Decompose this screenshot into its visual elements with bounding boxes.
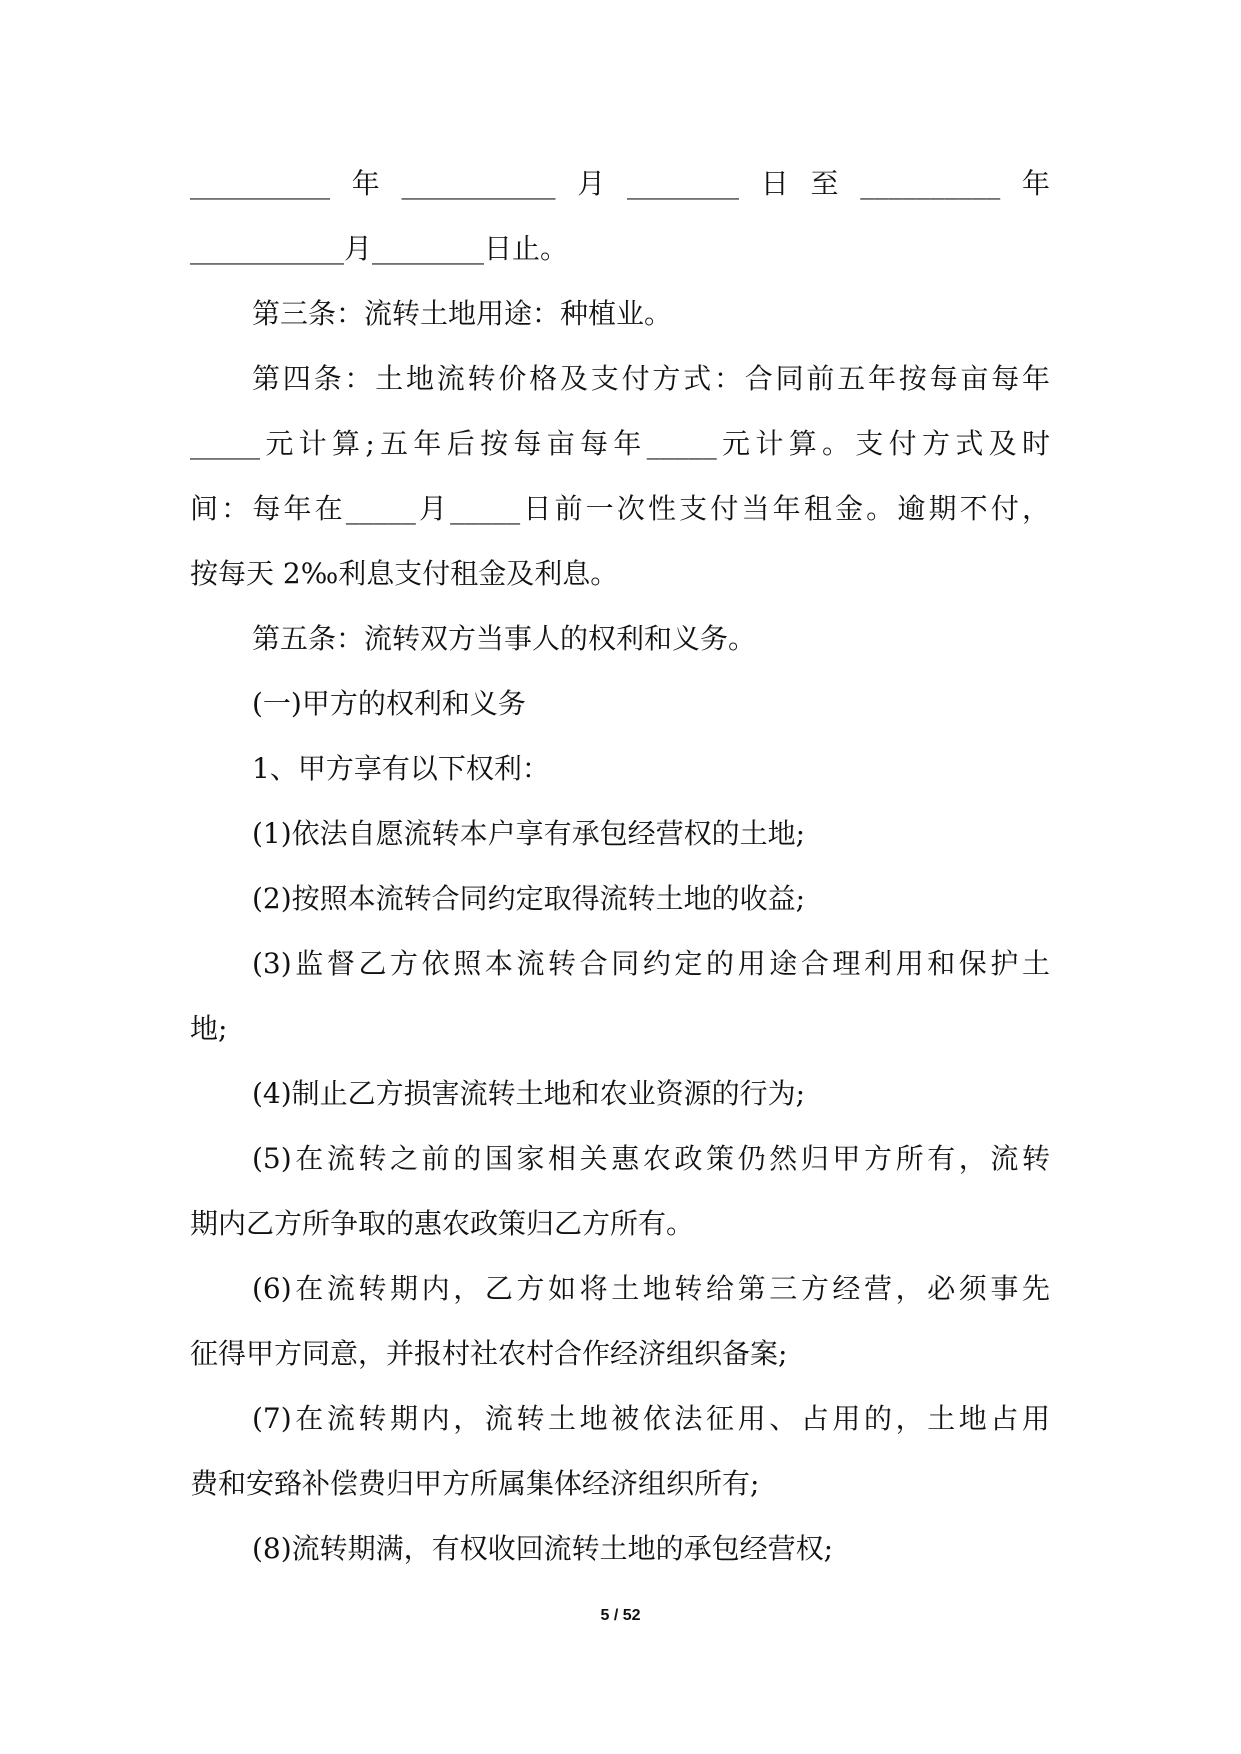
list-item: (6)在流转期内，乙方如将土地转给第三方经营，必须事先 xyxy=(252,1272,1050,1305)
article-5-heading: 第五条：流转双方当事人的权利和义务。 xyxy=(252,622,757,655)
document-body xyxy=(190,158,1050,1588)
list-item: (4)制止乙方损害流转土地和农业资源的行为; xyxy=(252,1077,806,1110)
section-heading: (一)甲方的权利和义务 xyxy=(252,687,526,720)
text-line: 地; xyxy=(190,1012,228,1045)
text-line: 间：每年在_____月_____日前一次性支付当年租金。逾期不付， xyxy=(190,492,1050,525)
article-4-heading: 第四条：土地流转价格及支付方式：合同前五年按每亩每年 xyxy=(252,362,1050,395)
list-item: (1)依法自愿流转本户享有承包经营权的土地; xyxy=(252,817,806,850)
text-line: __________年___________月________日至__________年 xyxy=(190,167,1050,200)
list-item: (8)流转期满，有权收回流转土地的承包经营权; xyxy=(252,1532,834,1565)
list-item: (2)按照本流转合同约定取得流转土地的收益; xyxy=(252,882,806,915)
list-item: (7)在流转期内，流转土地被依法征用、占用的，土地占用 xyxy=(252,1402,1050,1435)
article-3-heading: 第三条：流转土地用途：种植业。 xyxy=(252,297,673,330)
subsection-heading: 1、甲方享有以下权利： xyxy=(252,752,550,785)
list-item: (3)监督乙方依照本流转合同约定的用途合理利用和保护土 xyxy=(252,947,1050,980)
list-item: (5)在流转之前的国家相关惠农政策仍然归甲方所有，流转 xyxy=(252,1142,1050,1175)
text-line: 期内乙方所争取的惠农政策归乙方所有。 xyxy=(190,1207,695,1240)
text-line: 按每天 2‰利息支付租金及利息。 xyxy=(190,557,619,590)
text-line: 费和安臵补偿费归甲方所属集体经济组织所有; xyxy=(190,1467,760,1500)
text-line: 征得甲方同意，并报村社农村合作经济组织备案; xyxy=(190,1337,788,1370)
text-line: ___________月________日止。 xyxy=(190,232,569,265)
text-line: _____元计算;五年后按每亩每年_____元计算。支付方式及时 xyxy=(190,427,1050,460)
page-number: 5 / 52 xyxy=(600,1607,641,1624)
